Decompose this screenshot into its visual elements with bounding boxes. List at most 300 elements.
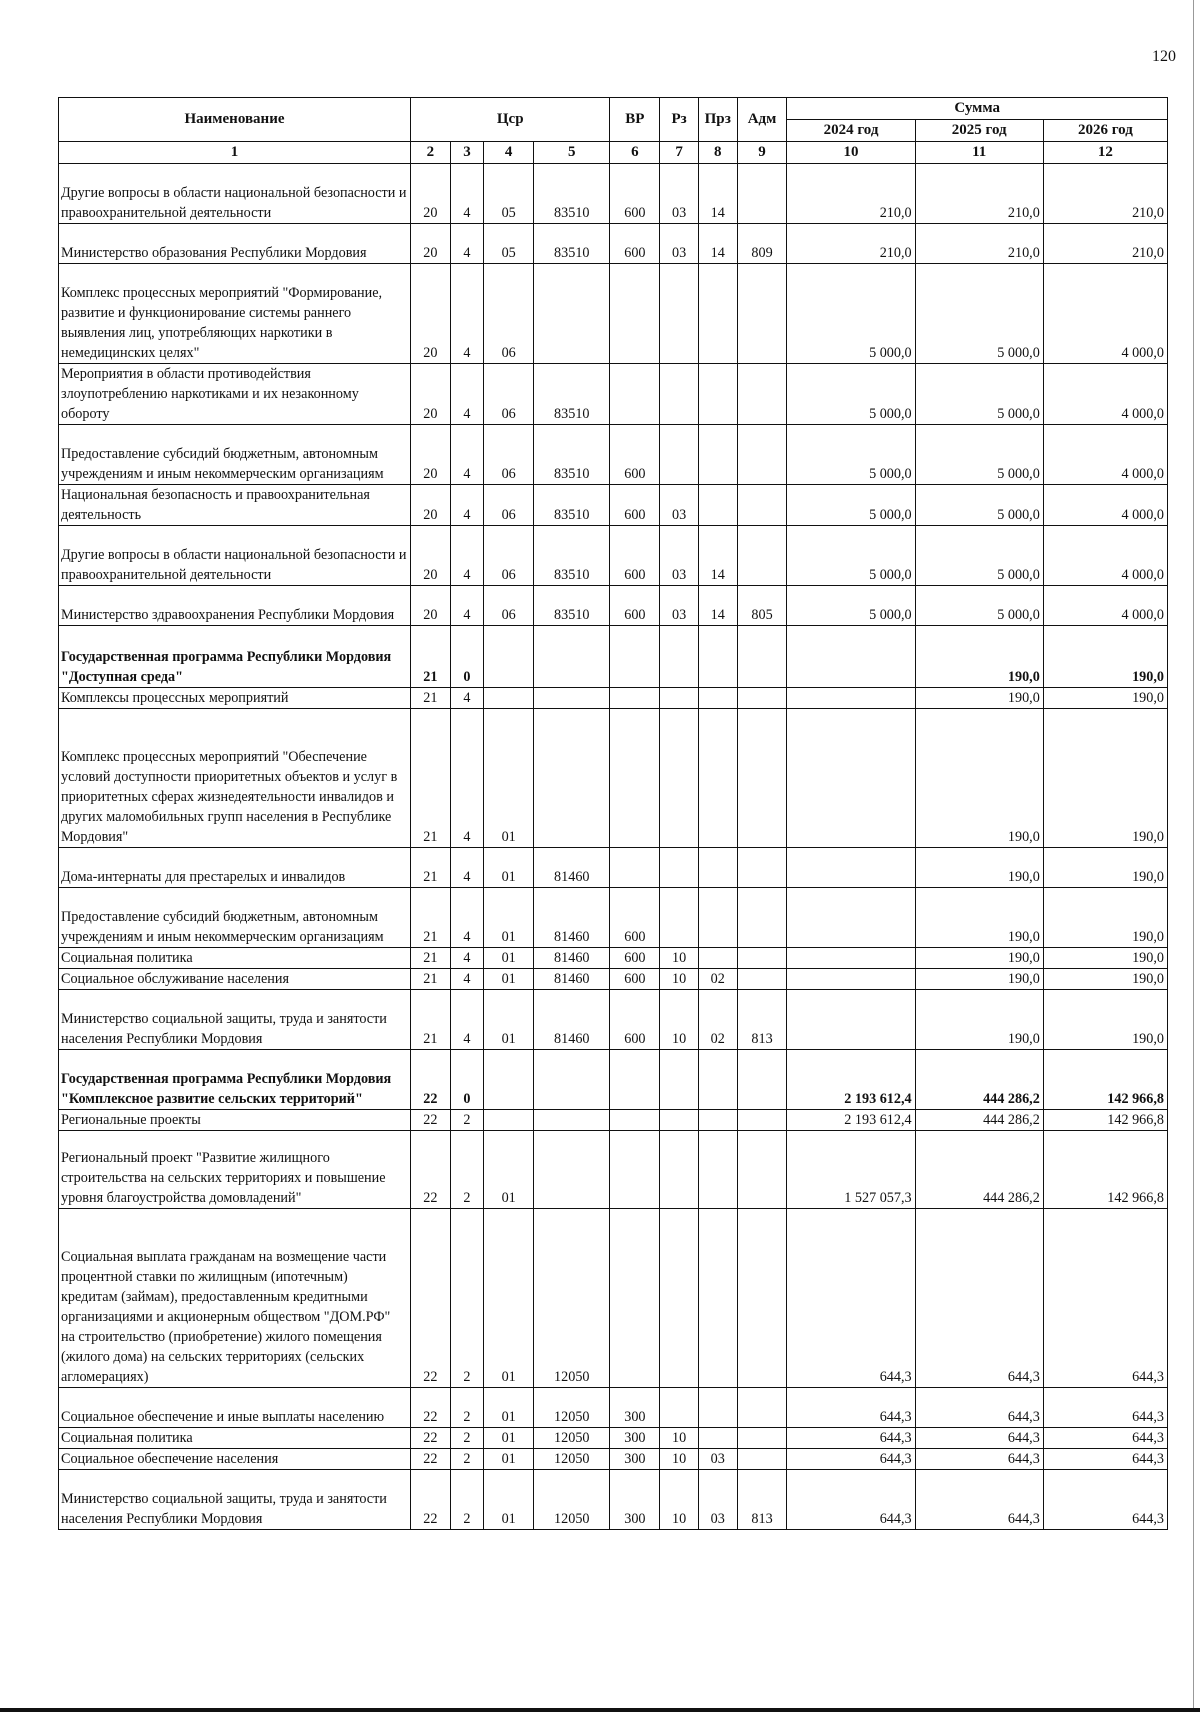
row-name: Другие вопросы в области национальной безопасности и правоохранительной деятельности xyxy=(59,526,411,586)
amount-2025: 190,0 xyxy=(915,969,1043,990)
amount-2025: 644,3 xyxy=(915,1428,1043,1449)
header-rz: Рз xyxy=(660,98,699,142)
amount-2025: 5 000,0 xyxy=(915,586,1043,626)
prz-code: 02 xyxy=(698,969,737,990)
csr-subprogram: 01 xyxy=(484,709,534,848)
csr-subprogram: 06 xyxy=(484,264,534,364)
csr-type: 2 xyxy=(450,1449,484,1470)
vr-code: 600 xyxy=(610,164,660,224)
vr-code xyxy=(610,364,660,425)
rz-code: 10 xyxy=(660,1449,699,1470)
rz-code xyxy=(660,709,699,848)
amount-2024: 5 000,0 xyxy=(787,586,915,626)
table-row xyxy=(59,1110,1168,1131)
column-number: 12 xyxy=(1043,142,1167,164)
prz-code: 14 xyxy=(698,586,737,626)
rz-code xyxy=(660,1110,699,1131)
csr-direction xyxy=(534,1050,610,1110)
csr-subprogram: 01 xyxy=(484,948,534,969)
table-row xyxy=(59,1388,1168,1428)
rz-code xyxy=(660,1131,699,1209)
csr-type: 4 xyxy=(450,164,484,224)
csr-subprogram: 06 xyxy=(484,425,534,485)
csr-program: 21 xyxy=(411,948,451,969)
row-name: Министерство образования Республики Мордовия xyxy=(59,224,411,264)
vr-code: 600 xyxy=(610,485,660,526)
prz-code xyxy=(698,848,737,888)
header-prz: Прз xyxy=(698,98,737,142)
csr-program: 20 xyxy=(411,485,451,526)
row-name: Социальная политика xyxy=(59,948,411,969)
row-name: Социальная политика xyxy=(59,1428,411,1449)
column-number: 7 xyxy=(660,142,699,164)
table-row xyxy=(59,364,1168,425)
table-row xyxy=(59,709,1168,848)
csr-type: 4 xyxy=(450,586,484,626)
amount-2025: 644,3 xyxy=(915,1470,1043,1530)
page-number: 120 xyxy=(1152,48,1176,65)
amount-2025: 210,0 xyxy=(915,164,1043,224)
csr-program: 22 xyxy=(411,1110,451,1131)
csr-type: 2 xyxy=(450,1209,484,1388)
amount-2024: 644,3 xyxy=(787,1209,915,1388)
csr-subprogram: 01 xyxy=(484,848,534,888)
amount-2026: 190,0 xyxy=(1043,626,1167,688)
amount-2026: 190,0 xyxy=(1043,888,1167,948)
vr-code: 600 xyxy=(610,948,660,969)
csr-direction: 81460 xyxy=(534,990,610,1050)
adm-code: 809 xyxy=(737,224,787,264)
amount-2024: 644,3 xyxy=(787,1428,915,1449)
amount-2026: 190,0 xyxy=(1043,948,1167,969)
amount-2026: 4 000,0 xyxy=(1043,264,1167,364)
amount-2025: 644,3 xyxy=(915,1388,1043,1428)
amount-2026: 210,0 xyxy=(1043,224,1167,264)
amount-2026: 644,3 xyxy=(1043,1388,1167,1428)
vr-code: 300 xyxy=(610,1470,660,1530)
amount-2026: 190,0 xyxy=(1043,688,1167,709)
amount-2024 xyxy=(787,626,915,688)
vr-code xyxy=(610,1209,660,1388)
csr-program: 21 xyxy=(411,626,451,688)
rz-code xyxy=(660,1209,699,1388)
vr-code: 600 xyxy=(610,224,660,264)
csr-direction: 12050 xyxy=(534,1209,610,1388)
amount-2026: 644,3 xyxy=(1043,1209,1167,1388)
csr-direction: 12050 xyxy=(534,1470,610,1530)
csr-subprogram: 06 xyxy=(484,586,534,626)
column-number: 4 xyxy=(484,142,534,164)
csr-subprogram xyxy=(484,1110,534,1131)
rz-code xyxy=(660,1388,699,1428)
prz-code xyxy=(698,364,737,425)
csr-subprogram: 01 xyxy=(484,1428,534,1449)
rz-code: 03 xyxy=(660,224,699,264)
csr-subprogram: 01 xyxy=(484,969,534,990)
column-number: 8 xyxy=(698,142,737,164)
header-vr: ВР xyxy=(610,98,660,142)
vr-code: 600 xyxy=(610,526,660,586)
amount-2024: 210,0 xyxy=(787,224,915,264)
amount-2024: 644,3 xyxy=(787,1388,915,1428)
adm-code xyxy=(737,164,787,224)
csr-direction: 12050 xyxy=(534,1428,610,1449)
row-name: Государственная программа Республики Мордовия "Комплексное развитие сельских территорий" xyxy=(59,1050,411,1110)
csr-direction xyxy=(534,626,610,688)
prz-code xyxy=(698,1428,737,1449)
csr-program: 21 xyxy=(411,990,451,1050)
csr-program: 20 xyxy=(411,224,451,264)
adm-code xyxy=(737,948,787,969)
rz-code xyxy=(660,888,699,948)
prz-code: 03 xyxy=(698,1470,737,1530)
csr-type: 4 xyxy=(450,969,484,990)
csr-subprogram: 01 xyxy=(484,990,534,1050)
adm-code xyxy=(737,848,787,888)
amount-2026: 4 000,0 xyxy=(1043,364,1167,425)
csr-program: 22 xyxy=(411,1449,451,1470)
csr-direction xyxy=(534,1110,610,1131)
vr-code xyxy=(610,709,660,848)
prz-code xyxy=(698,485,737,526)
header-sum: Сумма xyxy=(787,98,1168,120)
row-name: Социальное обеспечение населения xyxy=(59,1449,411,1470)
prz-code xyxy=(698,1110,737,1131)
rz-code xyxy=(660,626,699,688)
csr-type: 4 xyxy=(450,485,484,526)
csr-subprogram: 01 xyxy=(484,1131,534,1209)
table-row xyxy=(59,485,1168,526)
csr-subprogram xyxy=(484,626,534,688)
row-name: Предоставление субсидий бюджетным, автономным учреждениям и иным некоммерческим организациям xyxy=(59,888,411,948)
csr-type: 0 xyxy=(450,626,484,688)
amount-2024: 2 193 612,4 xyxy=(787,1110,915,1131)
amount-2026: 644,3 xyxy=(1043,1428,1167,1449)
column-number: 1 xyxy=(59,142,411,164)
amount-2024 xyxy=(787,688,915,709)
column-number-row xyxy=(59,142,1168,164)
adm-code xyxy=(737,626,787,688)
table-row xyxy=(59,948,1168,969)
csr-program: 22 xyxy=(411,1050,451,1110)
vr-code: 600 xyxy=(610,969,660,990)
prz-code: 14 xyxy=(698,164,737,224)
amount-2024: 644,3 xyxy=(787,1449,915,1470)
row-name: Мероприятия в области противодействия злоупотреблению наркотиками и их незаконному обороту xyxy=(59,364,411,425)
table-body xyxy=(59,164,1168,1530)
adm-code xyxy=(737,485,787,526)
vr-code xyxy=(610,1131,660,1209)
amount-2024 xyxy=(787,990,915,1050)
csr-subprogram: 05 xyxy=(484,164,534,224)
prz-code xyxy=(698,688,737,709)
amount-2025: 5 000,0 xyxy=(915,264,1043,364)
amount-2025: 190,0 xyxy=(915,709,1043,848)
rz-code xyxy=(660,1050,699,1110)
amount-2026: 4 000,0 xyxy=(1043,586,1167,626)
header-year-2024: 2024 год xyxy=(787,120,915,142)
prz-code: 14 xyxy=(698,526,737,586)
prz-code: 14 xyxy=(698,224,737,264)
csr-type: 4 xyxy=(450,688,484,709)
amount-2025: 190,0 xyxy=(915,888,1043,948)
row-name: Дома-интернаты для престарелых и инвалидов xyxy=(59,848,411,888)
column-number: 9 xyxy=(737,142,787,164)
rz-code: 03 xyxy=(660,164,699,224)
amount-2024: 5 000,0 xyxy=(787,425,915,485)
csr-type: 4 xyxy=(450,848,484,888)
csr-direction xyxy=(534,1131,610,1209)
csr-type: 4 xyxy=(450,990,484,1050)
row-name: Другие вопросы в области национальной безопасности и правоохранительной деятельности xyxy=(59,164,411,224)
vr-code xyxy=(610,626,660,688)
adm-code: 805 xyxy=(737,586,787,626)
rz-code xyxy=(660,848,699,888)
prz-code xyxy=(698,626,737,688)
amount-2025: 5 000,0 xyxy=(915,485,1043,526)
amount-2024: 5 000,0 xyxy=(787,364,915,425)
amount-2024 xyxy=(787,888,915,948)
amount-2024: 2 193 612,4 xyxy=(787,1050,915,1110)
amount-2024: 5 000,0 xyxy=(787,526,915,586)
adm-code xyxy=(737,1449,787,1470)
adm-code xyxy=(737,425,787,485)
row-name: Социальное обеспечение и иные выплаты населению xyxy=(59,1388,411,1428)
csr-program: 20 xyxy=(411,586,451,626)
prz-code: 03 xyxy=(698,1449,737,1470)
prz-code xyxy=(698,1050,737,1110)
amount-2026: 142 966,8 xyxy=(1043,1050,1167,1110)
csr-type: 4 xyxy=(450,224,484,264)
prz-code xyxy=(698,948,737,969)
amount-2025: 190,0 xyxy=(915,626,1043,688)
column-number: 11 xyxy=(915,142,1043,164)
adm-code xyxy=(737,364,787,425)
scan-bottom-border xyxy=(0,1708,1200,1712)
amount-2025: 190,0 xyxy=(915,948,1043,969)
adm-code xyxy=(737,688,787,709)
row-name: Комплекс процессных мероприятий "Обеспечение условий доступности приоритетных объектов и услуг в приоритетных сферах жизнедеятельности инвалидов и других маломобильных групп населения в Республике Мордовия" xyxy=(59,709,411,848)
column-number: 6 xyxy=(610,142,660,164)
column-number: 3 xyxy=(450,142,484,164)
csr-direction: 81460 xyxy=(534,969,610,990)
row-name: Министерство здравоохранения Республики Мордовия xyxy=(59,586,411,626)
amount-2026: 644,3 xyxy=(1043,1449,1167,1470)
csr-program: 21 xyxy=(411,688,451,709)
csr-type: 4 xyxy=(450,264,484,364)
table-header xyxy=(59,98,1168,164)
amount-2026: 4 000,0 xyxy=(1043,425,1167,485)
csr-subprogram: 06 xyxy=(484,485,534,526)
amount-2026: 644,3 xyxy=(1043,1470,1167,1530)
row-name: Предоставление субсидий бюджетным, автономным учреждениям и иным некоммерческим организациям xyxy=(59,425,411,485)
table-row xyxy=(59,990,1168,1050)
csr-program: 20 xyxy=(411,264,451,364)
amount-2026: 142 966,8 xyxy=(1043,1131,1167,1209)
csr-direction: 81460 xyxy=(534,888,610,948)
row-name: Региональный проект "Развитие жилищного строительства на сельских территориях и повышение уровня благоустройства домовладений" xyxy=(59,1131,411,1209)
rz-code xyxy=(660,264,699,364)
csr-direction: 83510 xyxy=(534,485,610,526)
amount-2025: 5 000,0 xyxy=(915,364,1043,425)
amount-2025: 644,3 xyxy=(915,1449,1043,1470)
adm-code xyxy=(737,1110,787,1131)
csr-type: 2 xyxy=(450,1428,484,1449)
vr-code xyxy=(610,688,660,709)
amount-2024: 5 000,0 xyxy=(787,485,915,526)
csr-direction xyxy=(534,264,610,364)
csr-type: 2 xyxy=(450,1388,484,1428)
vr-code: 300 xyxy=(610,1388,660,1428)
header-csr: Цср xyxy=(411,98,610,142)
csr-program: 20 xyxy=(411,164,451,224)
rz-code xyxy=(660,688,699,709)
table-row xyxy=(59,164,1168,224)
header-name: Наименование xyxy=(59,98,411,142)
csr-type: 4 xyxy=(450,526,484,586)
header-year-2025: 2025 год xyxy=(915,120,1043,142)
row-name: Министерство социальной защиты, труда и занятости населения Республики Мордовия xyxy=(59,990,411,1050)
csr-direction: 12050 xyxy=(534,1449,610,1470)
prz-code xyxy=(698,264,737,364)
table-row xyxy=(59,586,1168,626)
csr-subprogram: 06 xyxy=(484,526,534,586)
adm-code xyxy=(737,1209,787,1388)
csr-subprogram xyxy=(484,688,534,709)
adm-code: 813 xyxy=(737,990,787,1050)
amount-2025: 5 000,0 xyxy=(915,526,1043,586)
adm-code xyxy=(737,888,787,948)
csr-program: 21 xyxy=(411,848,451,888)
csr-direction: 81460 xyxy=(534,848,610,888)
vr-code: 600 xyxy=(610,990,660,1050)
budget-table xyxy=(58,97,1168,1530)
table-row xyxy=(59,888,1168,948)
vr-code xyxy=(610,848,660,888)
table-row xyxy=(59,1428,1168,1449)
amount-2024: 644,3 xyxy=(787,1470,915,1530)
csr-subprogram: 01 xyxy=(484,888,534,948)
amount-2025: 190,0 xyxy=(915,848,1043,888)
amount-2026: 190,0 xyxy=(1043,990,1167,1050)
rz-code: 03 xyxy=(660,485,699,526)
csr-program: 20 xyxy=(411,425,451,485)
row-name: Социальное обслуживание населения xyxy=(59,969,411,990)
adm-code xyxy=(737,1050,787,1110)
csr-program: 21 xyxy=(411,709,451,848)
amount-2025: 190,0 xyxy=(915,990,1043,1050)
adm-code xyxy=(737,1388,787,1428)
csr-direction: 83510 xyxy=(534,224,610,264)
amount-2024 xyxy=(787,948,915,969)
amount-2025: 210,0 xyxy=(915,224,1043,264)
csr-direction xyxy=(534,709,610,848)
prz-code xyxy=(698,1388,737,1428)
scan-edge-line xyxy=(1193,0,1194,1712)
adm-code xyxy=(737,1428,787,1449)
amount-2024: 1 527 057,3 xyxy=(787,1131,915,1209)
adm-code xyxy=(737,526,787,586)
table-row xyxy=(59,264,1168,364)
adm-code xyxy=(737,969,787,990)
amount-2026: 190,0 xyxy=(1043,848,1167,888)
csr-program: 22 xyxy=(411,1470,451,1530)
table-row xyxy=(59,1449,1168,1470)
table-row xyxy=(59,526,1168,586)
csr-program: 22 xyxy=(411,1388,451,1428)
rz-code xyxy=(660,364,699,425)
table-row xyxy=(59,425,1168,485)
csr-type: 4 xyxy=(450,425,484,485)
vr-code: 300 xyxy=(610,1428,660,1449)
rz-code: 10 xyxy=(660,990,699,1050)
rz-code: 10 xyxy=(660,1470,699,1530)
amount-2024 xyxy=(787,709,915,848)
amount-2025: 644,3 xyxy=(915,1209,1043,1388)
csr-program: 22 xyxy=(411,1428,451,1449)
csr-program: 21 xyxy=(411,969,451,990)
csr-type: 2 xyxy=(450,1110,484,1131)
amount-2024 xyxy=(787,848,915,888)
amount-2025: 444 286,2 xyxy=(915,1110,1043,1131)
csr-subprogram: 01 xyxy=(484,1449,534,1470)
rz-code: 10 xyxy=(660,948,699,969)
amount-2025: 444 286,2 xyxy=(915,1131,1043,1209)
csr-program: 21 xyxy=(411,888,451,948)
rz-code xyxy=(660,425,699,485)
csr-type: 2 xyxy=(450,1131,484,1209)
csr-subprogram: 05 xyxy=(484,224,534,264)
vr-code xyxy=(610,1110,660,1131)
csr-type: 4 xyxy=(450,364,484,425)
table-row xyxy=(59,1470,1168,1530)
table-row xyxy=(59,224,1168,264)
amount-2026: 190,0 xyxy=(1043,709,1167,848)
row-name: Государственная программа Республики Мордовия "Доступная среда" xyxy=(59,626,411,688)
prz-code: 02 xyxy=(698,990,737,1050)
csr-direction: 83510 xyxy=(534,586,610,626)
table-row xyxy=(59,1131,1168,1209)
rz-code: 10 xyxy=(660,969,699,990)
adm-code xyxy=(737,1131,787,1209)
vr-code xyxy=(610,264,660,364)
csr-direction xyxy=(534,688,610,709)
prz-code xyxy=(698,709,737,848)
csr-direction: 83510 xyxy=(534,164,610,224)
adm-code xyxy=(737,264,787,364)
table-row xyxy=(59,688,1168,709)
amount-2025: 5 000,0 xyxy=(915,425,1043,485)
amount-2025: 444 286,2 xyxy=(915,1050,1043,1110)
csr-direction: 83510 xyxy=(534,425,610,485)
header-adm: Адм xyxy=(737,98,787,142)
amount-2026: 4 000,0 xyxy=(1043,485,1167,526)
table-row xyxy=(59,969,1168,990)
csr-subprogram xyxy=(484,1050,534,1110)
prz-code xyxy=(698,425,737,485)
row-name: Комплексы процессных мероприятий xyxy=(59,688,411,709)
amount-2026: 210,0 xyxy=(1043,164,1167,224)
row-name: Комплекс процессных мероприятий "Формирование, развитие и функционирование системы раннего выявления лиц, употребляющих наркотики в немедицинских целях" xyxy=(59,264,411,364)
csr-direction: 12050 xyxy=(534,1388,610,1428)
csr-type: 4 xyxy=(450,709,484,848)
csr-type: 2 xyxy=(450,1470,484,1530)
amount-2026: 4 000,0 xyxy=(1043,526,1167,586)
row-name: Министерство социальной защиты, труда и занятости населения Республики Мордовия xyxy=(59,1470,411,1530)
csr-direction: 83510 xyxy=(534,364,610,425)
row-name: Социальная выплата гражданам на возмещение части процентной ставки по жилищным (ипотечным) кредитам (займам), предоставленным кредитными организациями и акционерным обществом "ДОМ.РФ" на строительство (приобретение) жилого помещения (жилого дома) на сельских территориях (сельских агломерациях) xyxy=(59,1209,411,1388)
rz-code: 03 xyxy=(660,586,699,626)
